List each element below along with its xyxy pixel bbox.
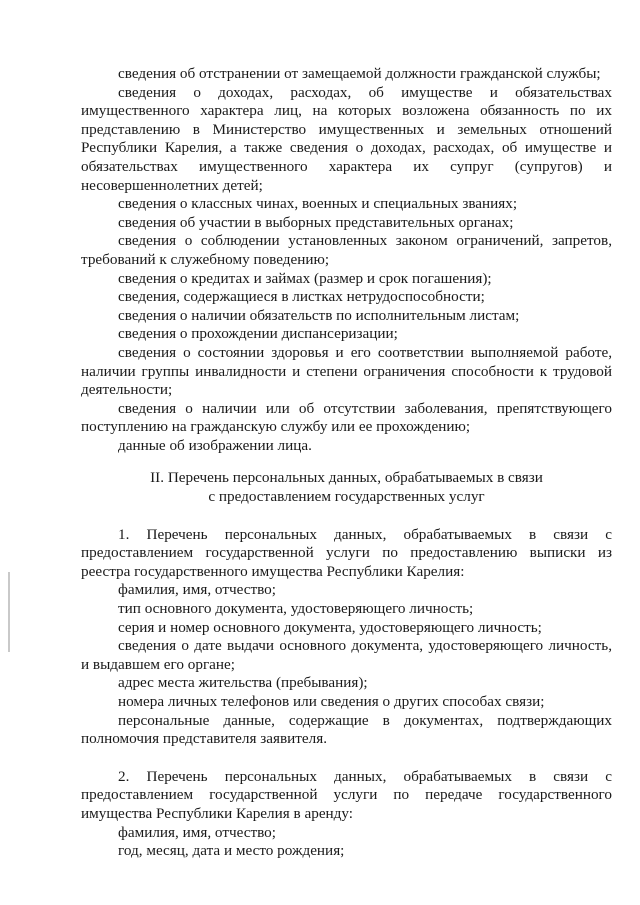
list-item: сведения об участии в выборных представительных органах; xyxy=(118,213,514,231)
item-intro: 2. Перечень персональных данных, обрабатываемых в связи с предоставлением государственной услуги по передаче государственного имущества Республики Карелия в аренду: xyxy=(81,767,612,822)
item1-block xyxy=(81,526,612,749)
list-item: год, месяц, дата и место рождения; xyxy=(118,842,345,860)
list-item: сведения о наличии обязательств по исполнительным листам; xyxy=(118,306,520,324)
list-item: сведения о доходах, расходах, об имуществе и обязательствах имущественного характера лиц, на которых возложена обязанность по их представлению в Министерство имущественных и земельных отношений Республики Карелия, а также сведения о доходах, расходах, об имуществе и обязательствах имущественного характера их супруг (супругов) и несовершеннолетних детей; xyxy=(81,83,612,194)
list-item: сведения о наличии или об отсутствии заболевания, препятствующего поступлению на гражданскую службу или ее прохождению; xyxy=(81,399,612,436)
list-item: серия и номер основного документа, удостоверяющего личность; xyxy=(118,618,542,636)
list-item: фамилия, имя, отчество; xyxy=(118,581,276,599)
list-item: сведения о соблюдении установленных законом ограничений, запретов, требований к служебному поведению; xyxy=(81,232,612,268)
section1-list xyxy=(81,65,612,455)
list-item: номера личных телефонов или сведения о других способах связи; xyxy=(118,693,545,710)
list-item: сведения о кредитах и займах (размер и срок погашения); xyxy=(118,269,492,287)
scan-edge-mark xyxy=(8,572,10,652)
list-item: сведения об отстранении от замещаемой должности гражданской службы; xyxy=(118,65,601,82)
list-item: сведения о дате выдачи основного документа, удостоверяющего личность, и выдавшем его органе; xyxy=(81,637,612,673)
section-heading-line: с предоставлением государственных услуг xyxy=(208,488,485,506)
list-item: адрес места жительства (пребывания); xyxy=(118,674,368,692)
item-intro: 1. Перечень персональных данных, обрабатываемых в связи с предоставлением государственной услуги по предоставлению выписки из реестра государственного имущества Республики Карелия: xyxy=(81,525,612,580)
list-item: тип основного документа, удостоверяющего личность; xyxy=(118,600,474,618)
section2-heading xyxy=(81,469,612,506)
list-item: фамилия, имя, отчество; xyxy=(118,823,276,841)
document-body xyxy=(81,65,612,861)
list-item: персональные данные, содержащие в документах, подтверждающих полномочия представителя заявителя. xyxy=(81,711,612,748)
list-item: сведения, содержащиеся в листках нетрудоспособности; xyxy=(118,288,485,306)
list-item: сведения о прохождении диспансеризации; xyxy=(118,325,398,343)
section-heading-line: II. Перечень персональных данных, обрабатываемых в связи xyxy=(150,469,543,487)
item2-block xyxy=(81,768,612,861)
list-item: сведения о классных чинах, военных и специальных званиях; xyxy=(118,195,518,213)
list-item: данные об изображении лица. xyxy=(118,436,312,454)
list-item: сведения о состоянии здоровья и его соответствии выполняемой работе, наличии группы инвалидности и степени ограничения способности к трудовой деятельности; xyxy=(81,343,612,399)
